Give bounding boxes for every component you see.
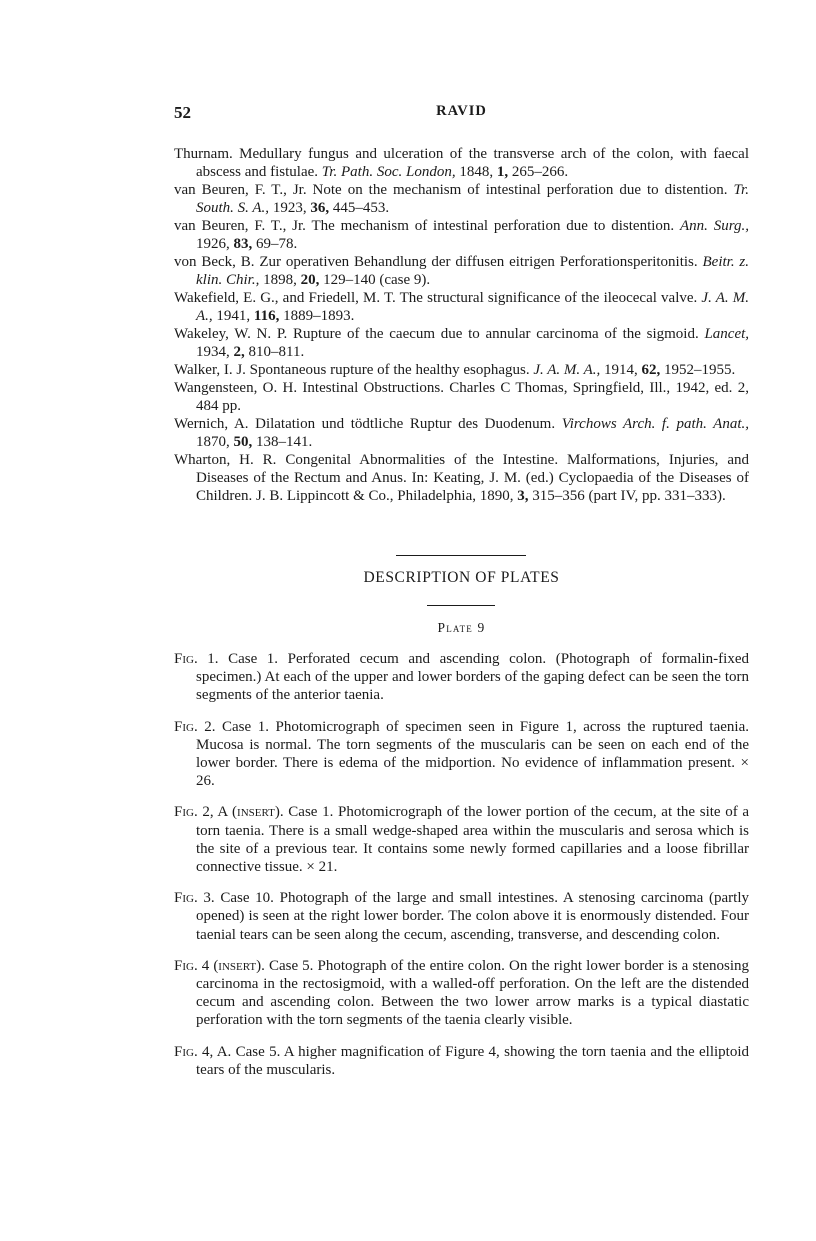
reference-item: van Beuren, F. T., Jr. The mechanism of intestinal perforation due to distention. Ann. Surg., 1926, 83, 69–78. xyxy=(174,218,750,252)
figure-label: Fig. 2, A (insert). xyxy=(174,804,284,821)
reference-item: Thurnam. Medullary fungus and ulceration of the transverse arch of the colon, with faecal abscess and fistulae. Tr. Path. Soc. London, 1848, 1, 265–266. xyxy=(174,146,749,180)
reference-item: Wakefield, E. G., and Friedell, M. T. The structural significance of the ileocecal valve. J. A. M. A., 1941, 116, 1889–1893. xyxy=(174,290,749,324)
figure-legend: Fig. 3. Case 10. Photograph of the large and small intestines. A stenosing carcinoma (partly opened) is seen at the right lower border. The colon above it is enormously distended. Four taenial tears can be seen along the cecum, ascending, transverse, and descending colon. xyxy=(174,890,750,943)
section-divider xyxy=(396,555,526,556)
figure-legend: Fig. 2. Case 1. Photomicrograph of specimen seen in Figure 1, across the ruptured taenia. Mucosa is normal. The torn segments of the muscularis can be seen on each end of the lower border. There is edema of the midportion. No evidence of inflammation present. × 26. xyxy=(174,718,749,790)
figure-label: Fig. 2. xyxy=(174,718,216,735)
figure-label: Fig. 4, A. xyxy=(174,1043,232,1060)
reference-item: Wakeley, W. N. P. Rupture of the caecum due to annular carcinoma of the sigmoid. Lancet, 1934, 2, 810–811. xyxy=(174,326,750,360)
figure-label: Fig. 1. xyxy=(174,651,219,667)
heading-divider xyxy=(427,605,495,606)
figure-label: Fig. 4 (insert). xyxy=(174,957,265,974)
page-number: 52 xyxy=(174,103,191,122)
reference-item: van Beuren, F. T., Jr. Note on the mechanism of intestinal perforation due to distention. Tr. South. S. A., 1923, 36, 445–453. xyxy=(174,182,749,216)
reference-item: Walker, I. J. Spontaneous rupture of the healthy esophagus. J. A. M. A., 1914, 62, 1952–1955. xyxy=(174,362,736,378)
reference-item: Wharton, H. R. Congenital Abnormalities of the Intestine. Malformations, Injuries, and Diseases of the Rectum and Anus. In: Keating, J. M. (ed.) Cyclopaedia of the Diseases of Children. J. B. Lippincott & Co., Philadelphia, 1890, 3, 315–356 (part IV, pp. 331–333). xyxy=(174,452,749,504)
reference-list xyxy=(174,145,749,505)
plate-heading: Plate 9 xyxy=(437,620,486,635)
reference-item: von Beck, B. Zur operativen Behandlung der diffusen eitrigen Perforationsperitonitis. Beitr. z. klin. Chir., 1898, 20, 129–140 (case 9). xyxy=(174,254,750,288)
figure-label: Fig. 3. xyxy=(174,890,215,907)
running-head xyxy=(174,103,749,123)
figure-legend: Fig. 4 (insert). Case 5. Photograph of the entire colon. On the right lower border is a stenosing carcinoma in the rectosigmoid, with a walled-off perforation. On the left are the distended cecum and ascending colon. Between the two lower arrow marks is a typical diastatic perforation with the torn segments of the taenia clearly visible. xyxy=(174,957,750,1029)
figure-legends xyxy=(174,650,749,1092)
figure-legend: Fig. 4, A. Case 5. A higher magnification of Figure 4, showing the torn taenia and the elliptoid tears of the muscularis. xyxy=(174,1043,749,1078)
reference-item: Wernich, A. Dilatation und tödtliche Ruptur des Duodenum. Virchows Arch. f. path. Anat., 1870, 50, 138–141. xyxy=(174,416,750,450)
running-title: RAVID xyxy=(436,103,487,119)
reference-item: Wangensteen, O. H. Intestinal Obstructions. Charles C Thomas, Springfield, Ill., 1942, ed. 2, 484 pp. xyxy=(174,380,749,414)
section-heading: DESCRIPTION OF PLATES xyxy=(363,569,560,586)
figure-legend: Fig. 1. Case 1. Perforated cecum and ascending colon. (Photograph of formalin-fixed specimen.) At each of the upper and lower borders of the gaping defect can be seen the torn segments of the anterior taenia. xyxy=(174,651,749,704)
figure-legend: Fig. 2, A (insert). Case 1. Photomicrograph of the lower portion of the cecum, at the site of a torn taenia. There is a small wedge-shaped area within the muscularis and serosa which is the site of a previous tear. It contains some newly formed capillaries and a loose fibrillar connective tissue. × 21. xyxy=(174,804,749,876)
